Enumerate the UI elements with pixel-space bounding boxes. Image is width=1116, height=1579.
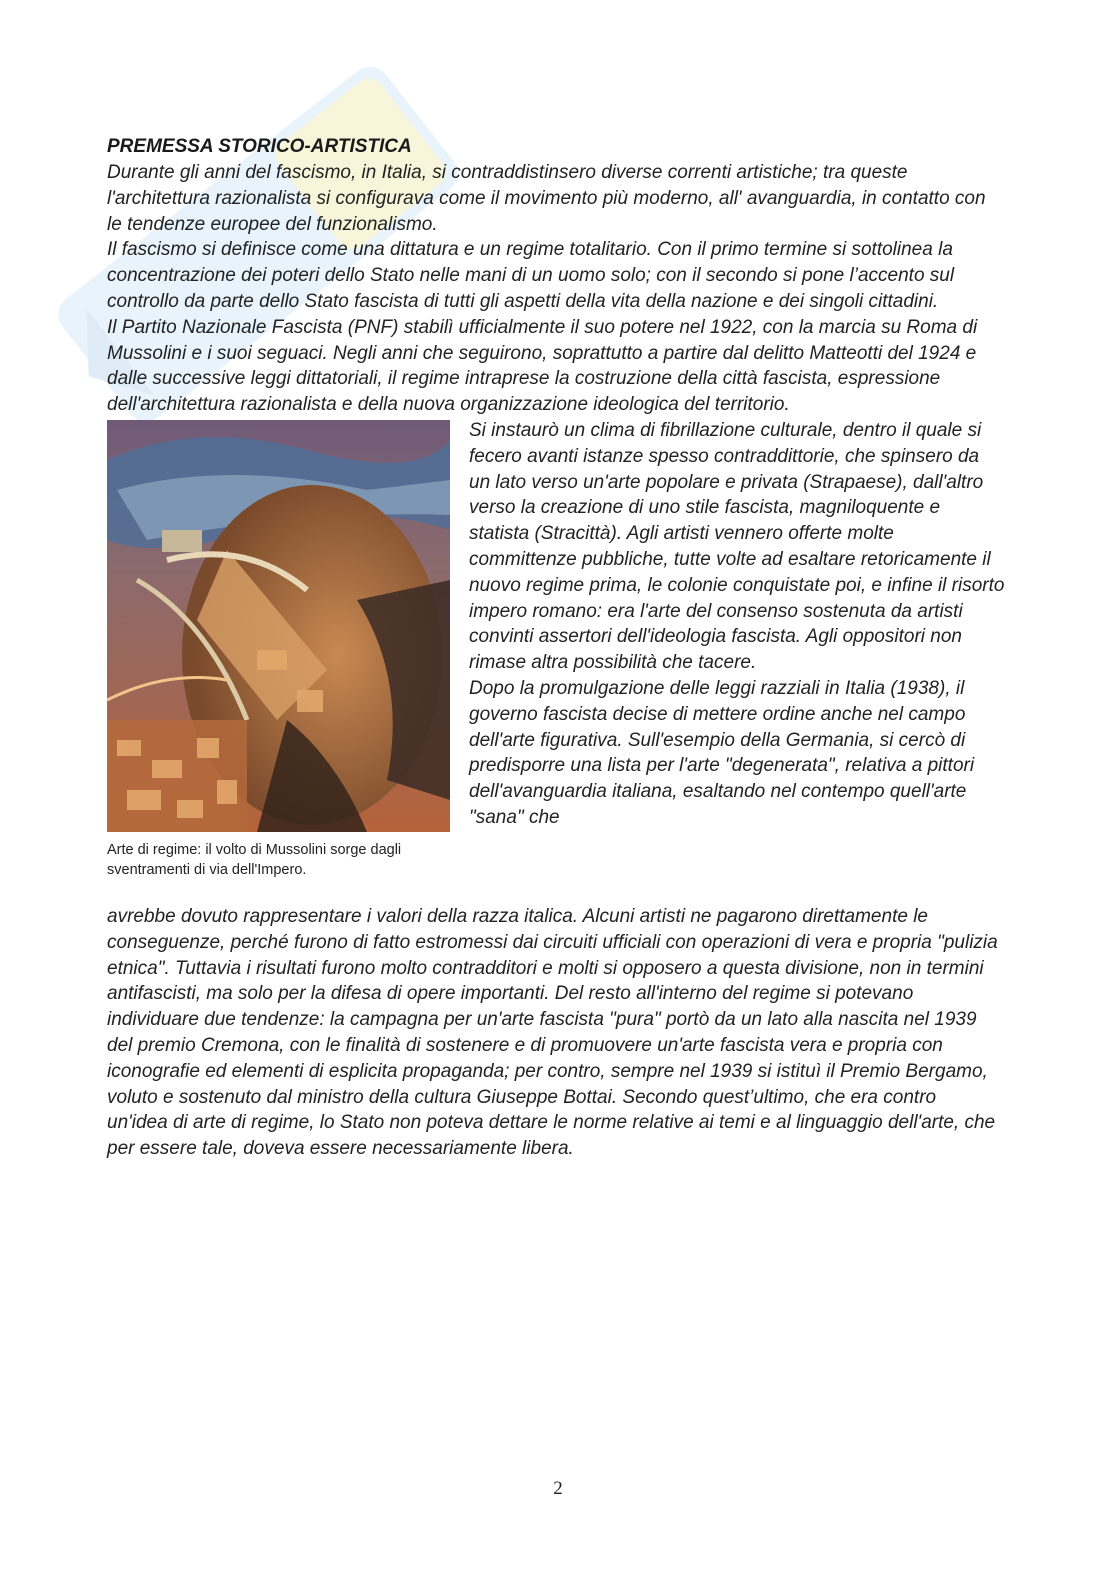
side-paragraph-2: Dopo la promulgazione delle leggi razziali in Italia (1938), il governo fascista decise di mettere ordine anche nel campo dell'arte figurativa. Sull'esempio della Germania, si cercò di predisporre una lista per l'arte "degenerata", relativa a pittori dell'avanguardia italiana, esaltando nel contempo quell'arte "sana" che (469, 677, 975, 828)
intro-paragraph-3: Il Partito Nazionale Fascista (PNF) stabilì ufficialmente il suo potere nel 1922, con la marcia su Roma di Mussolini e i suoi seguaci. Negli anni che seguirono, soprattutto a partire dal delitto Matteotti del 1924 e dalle successive leggi dittatoriali, il regime intraprese la costruzione della città fascista, espressione dell'architettura razionalista e della nuova organizzazione ideologica del territorio. (107, 316, 978, 416)
section-title: PREMESSA STORICO-ARTISTICA (107, 136, 412, 157)
figure-caption: Arte di regime: il volto di Mussolini sorge dagli sventramenti di via dell'Impero. (107, 841, 402, 878)
continuation-paragraph: avrebbe dovuto rappresentare i valori della razza italica. Alcuni artisti ne pagarono direttamente le conseguenze, perché furono di fatto estromessi dai circuiti ufficiali con operazioni di vera e propria "pulizia etnica". Tuttavia i risultati furono molto contradditori e molti si opposero a questa divisione, non in termini antifascisti, ma solo per la difesa di opere importanti. Del resto all'interno del regime si potevano individuare due tendenze: la campagna per un'arte fascista "pura" portò da un lato alla nascita nel 1939 del premio Cremona, con le finalità di sostenere e di promuovere un'arte fascista vera e propria con iconografie ed elementi di esplicita propaganda; per contro, sempre nel 1939 si istituì il Premio Bergamo, voluto e sostenuto dal ministro della cultura Giuseppe Bottai. Secondo quest’ultimo, che era contro un'idea di arte di regime, lo Stato non poteva dettare le norme relative ai temi e al linguaggio dell'arte, che per essere tale, doveva essere necessariamente libera. (107, 905, 998, 1160)
intro-paragraph-1: Durante gli anni del fascismo, in Italia, si contraddistinsero diverse correnti artistiche; tra queste l'architettura razionalista si configurava come il movimento più moderno, all' avanguardia, in contatto con le tendenze europee del funzionalismo. (107, 162, 986, 235)
side-paragraph-1: Si instaurò un clima di fibrillazione culturale, dentro il quale si fecero avanti istanze spesso contraddittorie, che spinsero da un lato verso un'arte popolare e privata (Strapaese), dall'altro verso la creazione di uno stile fascista, magniloquente e statista (Stracittà). Agli artisti vennero offerte molte committenze pubbliche, tutte volte ad esaltare retoricamente il nuovo regime prima, le colonie conquistate poi, e infine il risorto impero romano: era l'arte del consenso sostenuta da artisti convinti assertori dell'ideologia fascista. Agli oppositori non rimase altra possibilità che tacere. (469, 419, 1005, 674)
page-number: 2 (553, 1478, 563, 1499)
document-body (107, 134, 1005, 1162)
side-text (469, 418, 1005, 831)
figure (107, 420, 450, 880)
figure-text-block (107, 418, 1005, 904)
intro-paragraph-2: Il fascismo si definisce come una dittatura e un regime totalitario. Con il primo termine si sottolinea la concentrazione dei poteri dello Stato nelle mani di un uomo solo; con il secondo si pone l’accento sul controllo da parte dello Stato fascista di tutti gli aspetti della vita della nazione e dei singoli cittadini. (107, 239, 955, 312)
painting-image (107, 420, 450, 832)
